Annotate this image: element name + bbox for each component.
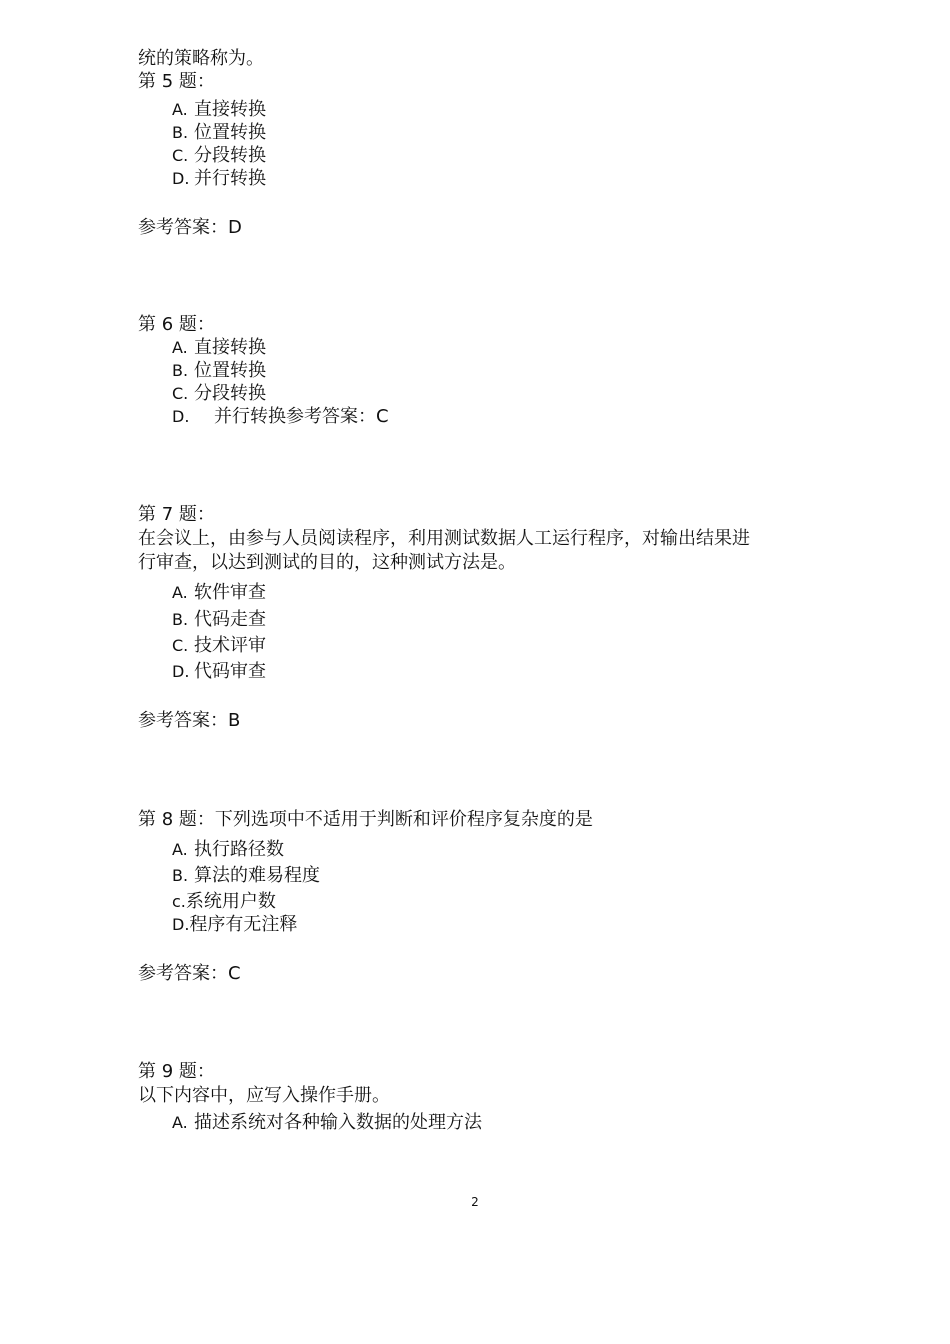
option-text: 程序有无注释 bbox=[189, 914, 298, 935]
q7-option-a bbox=[172, 582, 266, 604]
q7-answer: 参考答案：B bbox=[138, 710, 241, 731]
q7-stem-line2: 行审查，以达到测试的目的，这种测试方法是。 bbox=[138, 552, 516, 573]
q5-header: 第 5 题： bbox=[138, 71, 215, 92]
option-label: B. bbox=[172, 866, 189, 885]
q8-option-c bbox=[172, 891, 276, 913]
q6-option-d bbox=[172, 406, 389, 428]
option-text: 直接转换 bbox=[194, 337, 266, 358]
option-text: 代码走查 bbox=[194, 609, 266, 630]
option-label: C. bbox=[172, 384, 189, 403]
option-text: 并行转换 bbox=[194, 168, 266, 189]
q7-stem-line1: 在会议上，由参与人员阅读程序，利用测试数据人工运行程序，对输出结果进 bbox=[138, 528, 750, 549]
q5-option-a bbox=[172, 99, 266, 121]
option-label: A. bbox=[172, 583, 188, 602]
option-label: D. bbox=[172, 915, 190, 934]
q9-header: 第 9 题： bbox=[138, 1061, 215, 1082]
option-label: A. bbox=[172, 840, 188, 859]
option-label: D. bbox=[172, 169, 190, 188]
intro-fragment: 统的策略称为。 bbox=[138, 48, 264, 69]
option-label: C. bbox=[172, 636, 189, 655]
option-text: 技术评审 bbox=[194, 635, 266, 656]
option-label: B. bbox=[172, 610, 189, 629]
q5-option-b bbox=[172, 122, 266, 144]
q9-stem: 以下内容中，应写入操作手册。 bbox=[138, 1085, 390, 1106]
option-label: c. bbox=[172, 892, 186, 911]
option-text: 分段转换 bbox=[194, 145, 266, 166]
option-text: 并行转换参考答案：C bbox=[214, 406, 389, 427]
option-text: 算法的难易程度 bbox=[194, 865, 320, 886]
option-text: 系统用户数 bbox=[185, 891, 276, 912]
q8-answer: 参考答案：C bbox=[138, 963, 241, 984]
q5-option-d bbox=[172, 168, 266, 190]
q6-header: 第 6 题： bbox=[138, 314, 215, 335]
q6-option-b bbox=[172, 360, 266, 382]
option-label: A. bbox=[172, 100, 188, 119]
q5-answer: 参考答案：D bbox=[138, 217, 242, 238]
q8-option-a bbox=[172, 839, 284, 861]
option-text: 直接转换 bbox=[194, 99, 266, 120]
option-label: A. bbox=[172, 338, 188, 357]
q8-option-b bbox=[172, 865, 320, 887]
option-label: A. bbox=[172, 1113, 188, 1132]
option-text: 位置转换 bbox=[194, 122, 266, 143]
q7-option-c bbox=[172, 635, 266, 657]
q6-option-c bbox=[172, 383, 266, 405]
q8-option-d bbox=[172, 914, 297, 936]
option-text: 软件审查 bbox=[194, 582, 266, 603]
q8-header: 第 8 题：下列选项中不适用于判断和评价程序复杂度的是 bbox=[138, 809, 593, 830]
q6-option-a bbox=[172, 337, 266, 359]
option-label: C. bbox=[172, 146, 189, 165]
q7-header: 第 7 题： bbox=[138, 504, 215, 525]
option-label: D. bbox=[172, 662, 190, 681]
option-label: D. bbox=[172, 407, 190, 426]
option-label: B. bbox=[172, 123, 189, 142]
option-text: 描述系统对各种输入数据的处理方法 bbox=[194, 1112, 482, 1133]
q9-option-a bbox=[172, 1112, 482, 1134]
q7-option-d bbox=[172, 661, 266, 683]
q5-option-c bbox=[172, 145, 266, 167]
option-text: 位置转换 bbox=[194, 360, 266, 381]
option-label: B. bbox=[172, 361, 189, 380]
page-number: 2 bbox=[471, 1195, 479, 1209]
option-text: 分段转换 bbox=[194, 383, 266, 404]
option-text: 代码审查 bbox=[194, 661, 266, 682]
option-text: 执行路径数 bbox=[194, 839, 284, 860]
q7-option-b bbox=[172, 609, 266, 631]
